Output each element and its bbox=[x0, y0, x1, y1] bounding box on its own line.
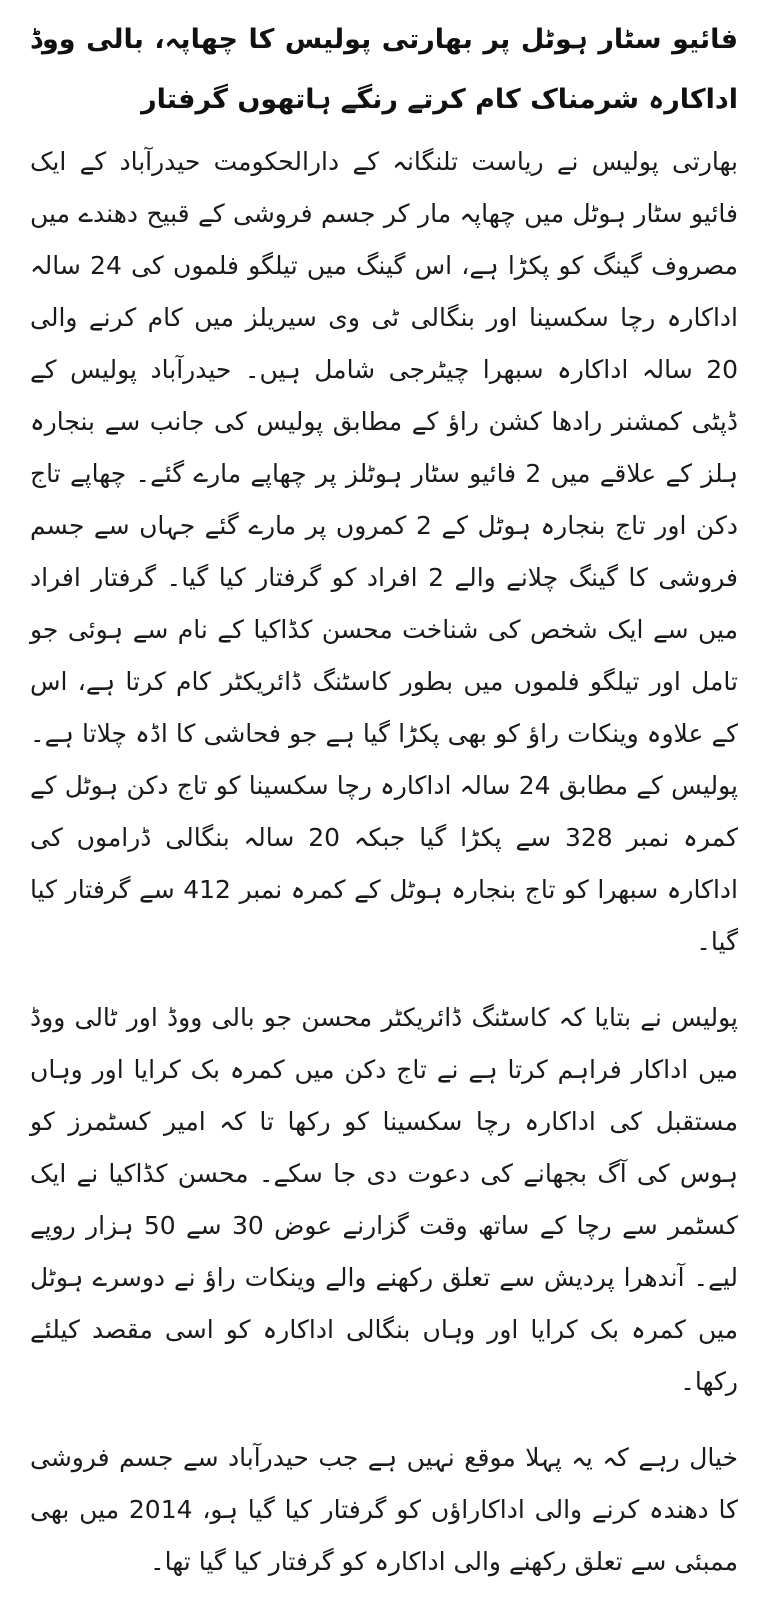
article bbox=[30, 10, 738, 1612]
article-headline: فائیو سٹار ہوٹل پر بھارتی پولیس کا چھاپہ، بالی ووڈ اداکارہ شرمناک کام کرتے رنگے ہاتھوں گرفتار bbox=[30, 24, 738, 115]
article-paragraph-2: پولیس نے بتایا کہ کاسٹنگ ڈائریکٹر محسن جو بالی ووڈ اور ٹالی ووڈ میں اداکار فراہم کرتا ہے نے تاج دکن میں کمرہ بک کرایا اور وہاں مستقبل کی اداکارہ رچا سکسینا کو رکھا تا کہ امیر کسٹمرز کو ہوس کی آگ بجھانے کی دعوت دی جا سکے۔ محسن کڈاکیا نے ایک کسٹمر سے رچا کے ساتھ وقت گزارنے عوض 30 سے 50 ہزار روپے لیے۔ آندھرا پردیش سے تعلق رکھنے والے وینکات راؤ نے دوسرے ہوٹل میں کمرہ بک کرایا اور وہاں بنگالی اداکارہ کو اسی مقصد کیلئے رکھا۔ bbox=[30, 1003, 738, 1396]
article-paragraph-3: خیال رہے کہ یہ پہلا موقع نہیں ہے جب حیدرآباد سے جسم فروشی کا دھندہ کرنے والی اداکاراؤں کو گرفتار کیا گیا ہو، 2014 میں بھی ممبئی سے تعلق رکھنے والی اداکارہ کو گرفتار کیا گیا تھا۔ bbox=[30, 1443, 738, 1576]
article-paragraph-1: بھارتی پولیس نے ریاست تلنگانہ کے دارالحکومت حیدرآباد کے ایک فائیو سٹار ہوٹل میں چھاپہ مار کر جسم فروشی کے قبیح دھندے میں مصروف گینگ کو پکڑا ہے، اس گینگ میں تیلگو فلموں کی 24 سالہ اداکارہ رچا سکسینا اور بنگالی ٹی وی سیریلز میں کام کرنے والی 20 سالہ اداکارہ سبھرا چیٹرجی شامل ہیں۔ حیدرآباد پولیس کے ڈپٹی کمشنر رادھا کشن راؤ کے مطابق پولیس کی جانب سے بنجارہ ہلز کے علاقے میں 2 فائیو سٹار ہوٹلز پر چھاپے مارے گئے۔ چھاپے تاج دکن اور تاج بنجارہ ہوٹل کے 2 کمروں پر مارے گئے جہاں سے جسم فروشی کا گینگ چلانے والے 2 افراد کو گرفتار کیا گیا۔ گرفتار افراد میں سے ایک شخص کی شناخت محسن کڈاکیا کے نام سے ہوئی جو تامل اور تیلگو فلموں میں بطور کاسٹنگ ڈائریکٹر کام کرتا ہے، اس کے علاوہ وینکات راؤ کو بھی پکڑا گیا ہے جو فحاشی کا اڈہ چلاتا ہے۔ پولیس کے مطابق 24 سالہ اداکارہ رچا سکسینا کو تاج دکن ہوٹل کے کمرہ نمبر 328 سے پکڑا گیا جبکہ 20 سالہ بنگالی ڈراموں کی اداکارہ سبھرا کو تاج بنجارہ ہوٹل کے کمرہ نمبر 412 سے گرفتار کیا گیا۔ bbox=[30, 147, 739, 956]
